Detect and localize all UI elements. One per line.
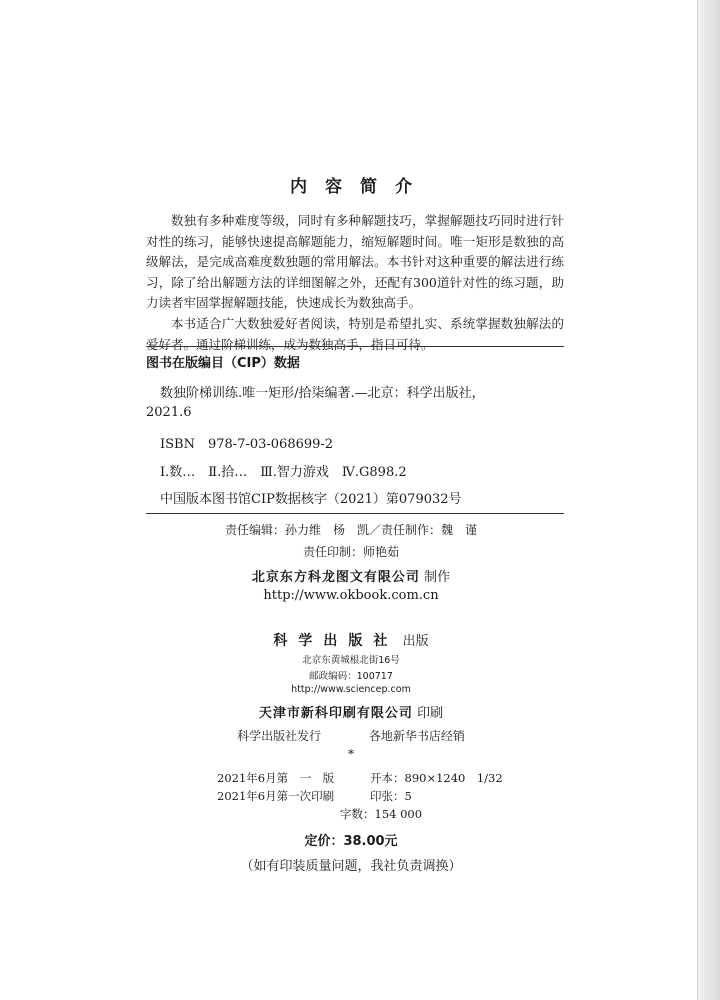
cip-classification: Ⅰ.数… Ⅱ.拾… Ⅲ.智力游戏 Ⅳ.G898.2 [160,465,407,480]
printer-name: 天津市新科印刷有限公司 [258,706,413,721]
publisher-postcode: 邮政编码：100717 [309,671,393,682]
cip-record-number: 中国版本图书馆CIP数据核字（2021）第079032号 [160,492,462,507]
page-edge [697,0,720,1000]
responsible-editors: 责任编辑：孙力维 杨 凯／责任制作：魏 谨 [224,523,477,537]
separator-asterisk: * [348,747,354,761]
publisher-name: 科学出版社 [273,633,399,649]
publisher-role: 出版 [402,634,429,649]
summary-title: 内容简介 [290,177,430,197]
summary-paragraph: 本书适合广大数独爱好者阅读，特别是希望扎实、系统掌握数独解法的爱好者。通过阶梯训练，成为数独高手，指日可待。 [146,315,564,352]
edition: 2021年6月第 一 版 [217,771,335,785]
price: 定价：38.00元 [304,834,398,849]
publisher-url: http://www.sciencep.com [291,684,411,695]
printed-sheets: 印张：5 [370,789,412,803]
printer-role: 印刷 [417,706,444,721]
producer-role: 制作 [424,570,451,585]
distribution [0,727,702,744]
printer [0,702,702,721]
format: 开本：890×1240 1/32 [370,771,503,785]
producer [0,566,702,585]
printing: 2021年6月第一次印刷 [217,789,335,803]
retail-channel: 各地新华书店经销 [368,729,465,743]
cip-bibliographic-line: 数独阶梯训练.唯一矩形/拾柒编著.—北京：科学出版社， [160,386,485,401]
summary-body [146,211,564,355]
cip-isbn: ISBN 978-7-03-068699-2 [160,437,334,452]
publisher [0,630,702,650]
distributor: 科学出版社发行 [237,729,322,743]
producer-name: 北京东方科龙图文有限公司 [251,570,420,585]
producer-url: http://www.okbook.com.cn [263,588,439,603]
summary-paragraph: 数独有多种难度等级，同时有多种解题技巧，掌握解题技巧同时进行针对性的练习，能够快速提高解题能力，缩短解题时间。唯一矩形是数独的高级解法，是完成高难度数独题的常用解法。本书针对这种重要的解法进行练习，除了给出解题方法的详细图解之外，还配有300道针对性的练习题，助力读者牢固掌握解题技能，快速成长为数独高手。 [146,213,564,311]
divider [146,513,564,514]
quality-notice: （如有印装质量问题，我社负责调换） [240,859,462,874]
publisher-address: 北京东黄城根北街16号 [302,655,400,666]
cip-bibliographic-continued: 2021.6 [146,405,192,420]
divider [146,346,564,347]
cip-heading: 图书在版编目（CIP）数据 [146,356,300,371]
printing-editor: 责任印制：师艳茹 [302,545,399,559]
word-count: 字数：154 000 [340,807,423,821]
